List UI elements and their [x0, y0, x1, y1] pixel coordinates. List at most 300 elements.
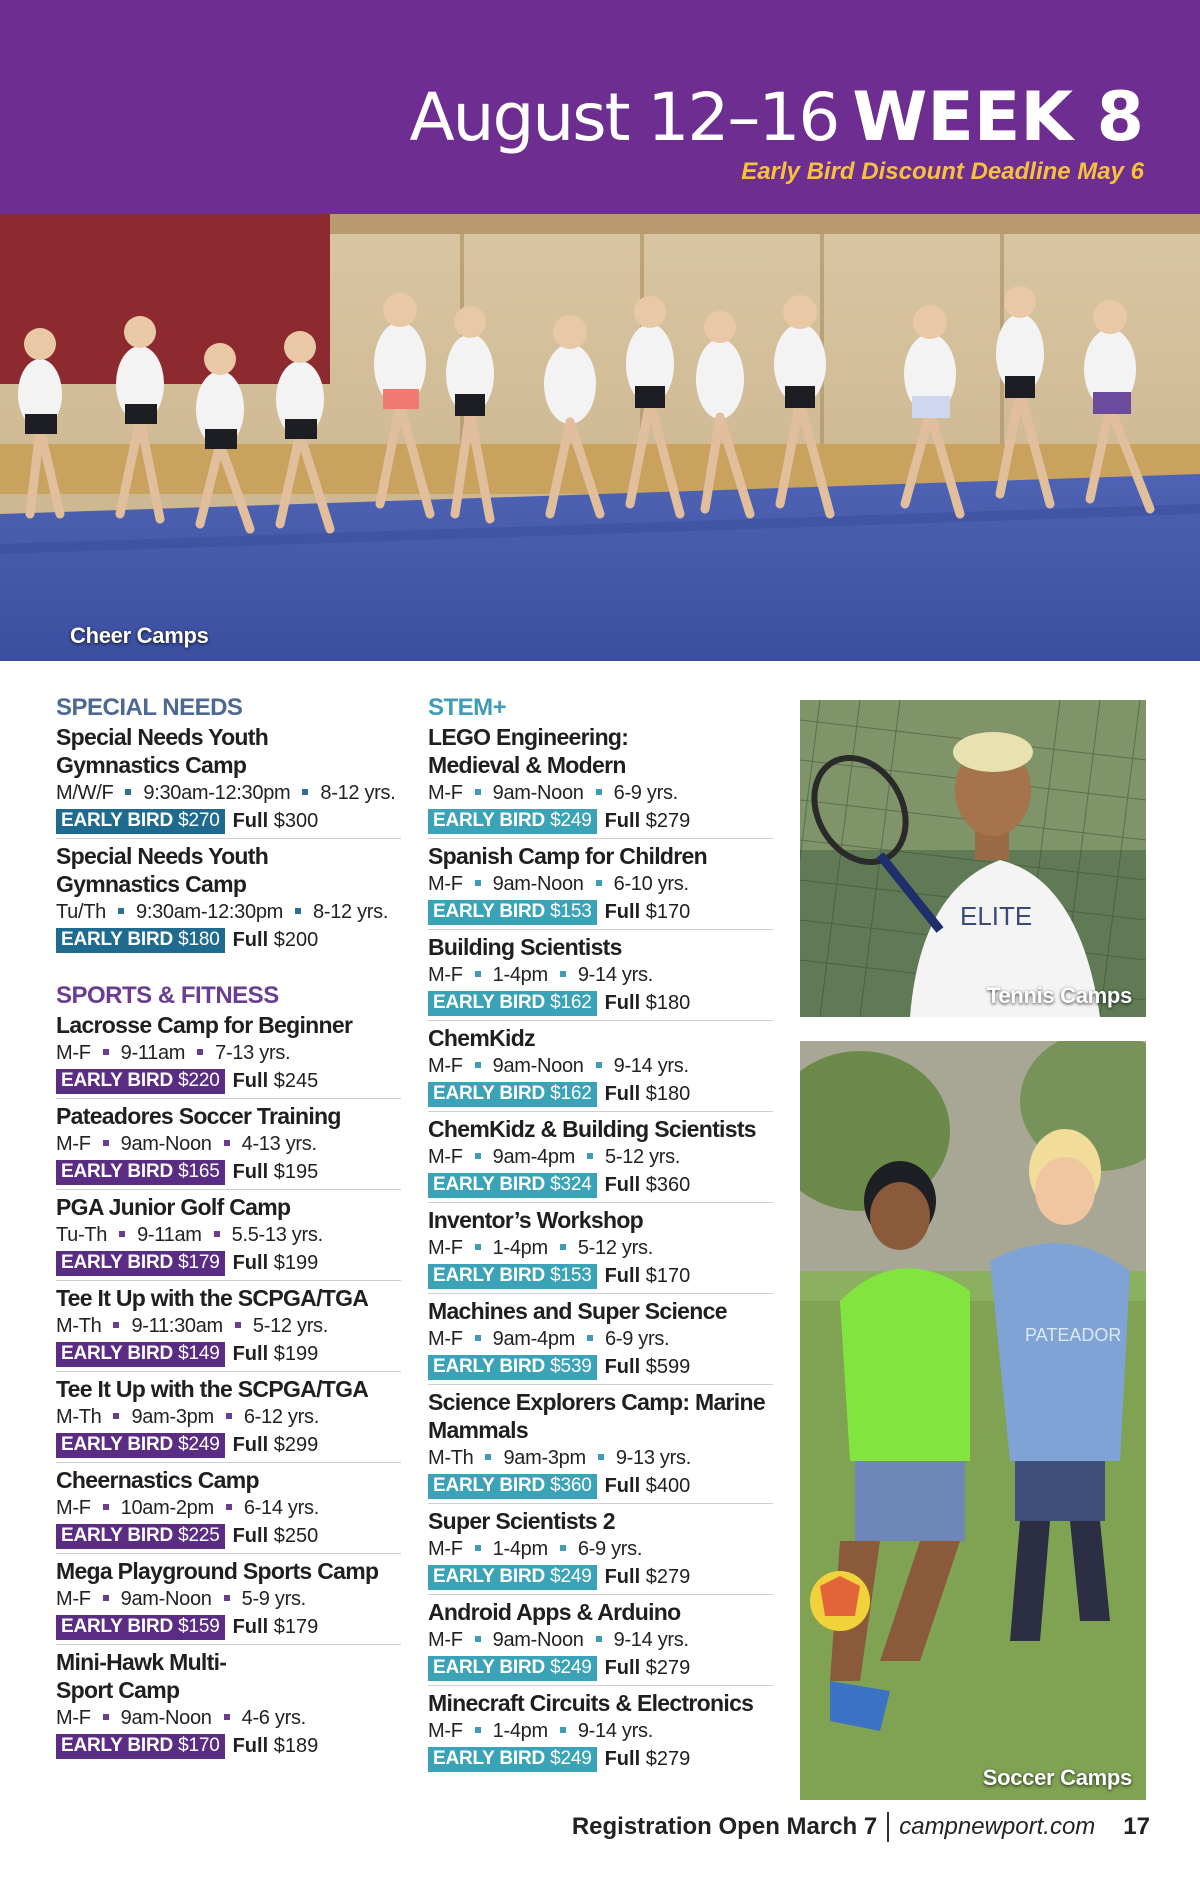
section-title-stem: STEM+	[428, 694, 507, 721]
cheer-camps-caption: Cheer Camps	[70, 623, 209, 648]
camp-time: 9:30am-12:30pm	[136, 901, 284, 923]
camp-days: M-F	[428, 1328, 463, 1350]
bullet-icon	[560, 971, 566, 977]
camp-ages: 6-9 yrs.	[613, 782, 678, 804]
early-bird-label: EARLY BIRD	[433, 1082, 546, 1104]
camp-prices	[56, 1340, 401, 1368]
camp-schedule	[428, 1444, 773, 1472]
bullet-icon	[214, 1231, 220, 1237]
early-bird-badge	[428, 1264, 597, 1289]
camp-ages: 8-12 yrs.	[313, 901, 389, 923]
early-bird-label: EARLY BIRD	[61, 1069, 174, 1091]
bullet-icon	[475, 1335, 481, 1341]
camp-prices	[428, 1353, 773, 1381]
full-price	[233, 1161, 319, 1184]
camp-time: 9-11am	[137, 1224, 202, 1246]
camp-time: 1-4pm	[492, 1538, 548, 1560]
early-bird-price: $153	[550, 1264, 592, 1286]
camp-days: M-F	[428, 1538, 463, 1560]
bullet-icon	[475, 971, 481, 977]
bullet-icon	[103, 1714, 109, 1720]
camp-time: 9am-Noon	[492, 1629, 584, 1651]
camp-prices	[428, 1563, 773, 1591]
camp-name: Super Scientists 2	[428, 1508, 615, 1534]
bullet-icon	[113, 1413, 119, 1419]
camp-ages: 5-12 yrs.	[605, 1146, 681, 1168]
full-price	[233, 810, 319, 833]
camp-listing	[56, 1284, 401, 1372]
early-bird-label: EARLY BIRD	[61, 1160, 174, 1182]
early-bird-price: $270	[178, 809, 220, 831]
early-bird-deadline: Early Bird Discount Deadline May 6	[741, 158, 1144, 185]
full-price	[233, 1434, 319, 1457]
camp-days: M-F	[428, 1055, 463, 1077]
camp-listing	[428, 842, 773, 930]
early-bird-price: $249	[550, 1565, 592, 1587]
bullet-icon	[103, 1595, 109, 1601]
bullet-icon	[598, 1454, 604, 1460]
early-bird-badge	[56, 928, 225, 953]
camp-ages: 5-9 yrs.	[241, 1588, 306, 1610]
bullet-icon	[103, 1140, 109, 1146]
registration-notice: Registration Open March 7	[571, 1813, 878, 1840]
full-price	[605, 1356, 691, 1379]
bullet-icon	[596, 789, 602, 795]
full-price-value: $250	[273, 1524, 319, 1547]
early-bird-price: $324	[550, 1173, 592, 1195]
full-price	[233, 1070, 319, 1093]
full-label: Full	[232, 1069, 269, 1092]
full-price	[605, 810, 691, 833]
website-link[interactable]: campnewport.com	[899, 1813, 1096, 1840]
camp-schedule	[56, 1221, 401, 1249]
bullet-icon	[125, 789, 131, 795]
full-price	[605, 1174, 691, 1197]
week-number: WEEK 8	[852, 78, 1144, 157]
camp-name: Pateadores Soccer Training	[56, 1103, 341, 1129]
camp-schedule	[56, 779, 401, 807]
early-bird-price: $225	[178, 1524, 220, 1546]
early-bird-label: EARLY BIRD	[61, 1342, 174, 1364]
early-bird-badge	[428, 1565, 597, 1590]
section-title-special-needs: SPECIAL NEEDS	[56, 694, 243, 721]
camp-schedule	[428, 870, 773, 898]
middle-column	[428, 693, 773, 1779]
camp-time: 9am-Noon	[120, 1588, 212, 1610]
camp-ages: 9-14 yrs.	[613, 1629, 689, 1651]
camp-name: Spanish Camp for Children	[428, 843, 707, 869]
camp-name: Building Scientists	[428, 934, 622, 960]
camp-time: 9am-4pm	[492, 1328, 576, 1350]
early-bird-badge	[428, 1747, 597, 1772]
camp-listing	[428, 1507, 773, 1595]
full-price-value: $199	[273, 1342, 319, 1365]
camp-name: Tee It Up with the SCPGA/TGA	[56, 1285, 369, 1311]
early-bird-badge	[428, 900, 597, 925]
tennis-camps-caption: Tennis Camps	[986, 983, 1132, 1008]
early-bird-label: EARLY BIRD	[433, 991, 546, 1013]
camp-time: 9am-Noon	[120, 1133, 212, 1155]
camp-days: M-F	[428, 1146, 463, 1168]
camp-time: 10am-2pm	[120, 1497, 214, 1519]
camp-days: M-F	[428, 1629, 463, 1651]
soccer-camps-photo	[800, 1041, 1146, 1800]
full-price-value: $279	[645, 1656, 691, 1679]
camp-ages: 5-12 yrs.	[577, 1237, 653, 1259]
early-bird-price: $220	[178, 1069, 220, 1091]
full-price	[233, 1343, 319, 1366]
early-bird-badge	[428, 991, 597, 1016]
camp-ages: 6-12 yrs.	[243, 1406, 319, 1428]
bullet-icon	[103, 1504, 109, 1510]
early-bird-price: $360	[550, 1474, 592, 1496]
camp-schedule	[56, 1585, 401, 1613]
camp-time: 1-4pm	[492, 1720, 548, 1742]
early-bird-price: $149	[178, 1342, 220, 1364]
page-number: 17	[1123, 1813, 1150, 1840]
camp-days: M-Th	[56, 1406, 102, 1428]
camp-days: Tu-Th	[56, 1224, 108, 1246]
bullet-icon	[113, 1322, 119, 1328]
camp-schedule	[428, 1234, 773, 1262]
bullet-icon	[197, 1049, 203, 1055]
camp-name: LEGO Engineering: Medieval & Modern	[428, 724, 629, 778]
camp-name: Lacrosse Camp for Beginner	[56, 1012, 353, 1038]
camp-schedule	[428, 1626, 773, 1654]
camp-name: Tee It Up with the SCPGA/TGA	[56, 1376, 369, 1402]
camp-time: 9am-3pm	[503, 1447, 586, 1469]
bullet-icon	[475, 1244, 481, 1250]
full-price	[233, 1735, 319, 1758]
early-bird-label: EARLY BIRD	[433, 809, 546, 831]
week-dates: August 12–16	[409, 79, 839, 156]
camp-schedule	[428, 961, 773, 989]
early-bird-price: $162	[550, 991, 592, 1013]
camp-ages: 9-13 yrs.	[615, 1447, 691, 1469]
full-price-value: $299	[273, 1433, 319, 1456]
camp-days: M-F	[56, 1588, 91, 1610]
full-price-value: $360	[645, 1173, 691, 1196]
camp-listing	[56, 1102, 401, 1190]
camp-listing	[428, 1388, 773, 1504]
full-price	[233, 1525, 319, 1548]
bullet-icon	[475, 880, 481, 886]
camp-name: ChemKidz	[428, 1025, 535, 1051]
early-bird-label: EARLY BIRD	[433, 900, 546, 922]
full-label: Full	[232, 1342, 269, 1365]
camp-schedule	[56, 1704, 401, 1732]
full-price-value: $180	[645, 991, 691, 1014]
camp-listing	[56, 1466, 401, 1554]
early-bird-price: $170	[178, 1734, 220, 1756]
early-bird-badge	[428, 1656, 597, 1681]
camp-prices	[56, 926, 401, 954]
camp-ages: 9-14 yrs.	[577, 1720, 653, 1742]
camp-prices	[428, 989, 773, 1017]
bullet-icon	[475, 1062, 481, 1068]
full-label: Full	[232, 1160, 269, 1183]
camp-days: M-Th	[56, 1315, 102, 1337]
full-price	[233, 1616, 319, 1639]
early-bird-badge	[56, 1069, 225, 1094]
full-label: Full	[604, 991, 641, 1014]
bullet-icon	[560, 1244, 566, 1250]
early-bird-label: EARLY BIRD	[61, 1734, 174, 1756]
camp-ages: 4-6 yrs.	[241, 1707, 306, 1729]
full-price-value: $189	[273, 1734, 319, 1757]
camp-listing	[56, 1375, 401, 1463]
camp-time: 9am-Noon	[492, 1055, 584, 1077]
bullet-icon	[119, 1231, 125, 1237]
early-bird-label: EARLY BIRD	[61, 1433, 174, 1455]
camp-name: Cheernastics Camp	[56, 1467, 259, 1493]
bullet-icon	[596, 880, 602, 886]
early-bird-price: $539	[550, 1355, 592, 1377]
camp-prices	[428, 1472, 773, 1500]
bullet-icon	[560, 1727, 566, 1733]
full-price-value: $599	[645, 1355, 691, 1378]
camp-schedule	[56, 898, 401, 926]
camp-name: Mini-Hawk Multi-Sport Camp	[56, 1649, 227, 1703]
bullet-icon	[475, 1153, 481, 1159]
camp-prices	[56, 1249, 401, 1277]
bullet-icon	[475, 1636, 481, 1642]
camp-ages: 6-10 yrs.	[613, 873, 689, 895]
full-price-value: $195	[273, 1160, 319, 1183]
full-price-value: $400	[645, 1474, 691, 1497]
full-price	[605, 1748, 691, 1771]
bullet-icon	[560, 1545, 566, 1551]
camp-days: Tu/Th	[56, 901, 106, 923]
camp-name: Science Explorers Camp: Marine Mammals	[428, 1389, 765, 1443]
camp-listing	[56, 1648, 401, 1763]
camp-days: M/W/F	[56, 782, 114, 804]
week-title	[409, 78, 1144, 157]
early-bird-badge	[56, 1524, 225, 1549]
early-bird-label: EARLY BIRD	[61, 928, 174, 950]
early-bird-price: $179	[178, 1251, 220, 1273]
full-price-value: $279	[645, 809, 691, 832]
camp-name: Minecraft Circuits & Electronics	[428, 1690, 754, 1716]
camp-ages: 6-14 yrs.	[243, 1497, 319, 1519]
bullet-icon	[475, 1727, 481, 1733]
full-price	[605, 992, 691, 1015]
camp-name: Mega Playground Sports Camp	[56, 1558, 379, 1584]
full-label: Full	[604, 1355, 641, 1378]
camp-listing	[428, 933, 773, 1021]
bullet-icon	[587, 1335, 593, 1341]
early-bird-badge	[56, 1251, 225, 1276]
camp-days: M-F	[428, 1237, 463, 1259]
bullet-icon	[235, 1322, 241, 1328]
full-price-value: $200	[273, 928, 319, 951]
bullet-icon	[103, 1049, 109, 1055]
left-column	[56, 693, 401, 1766]
full-price-value: $279	[645, 1747, 691, 1770]
camp-name: Special Needs Youth Gymnastics Camp	[56, 724, 269, 778]
early-bird-badge	[56, 809, 225, 834]
early-bird-badge	[428, 1082, 597, 1107]
camp-schedule	[428, 1535, 773, 1563]
camp-listing	[428, 1115, 773, 1203]
bullet-icon	[226, 1413, 232, 1419]
early-bird-price: $159	[178, 1615, 220, 1637]
camp-schedule	[428, 1717, 773, 1745]
camp-schedule	[428, 1143, 773, 1171]
svg-text:PATEADOR: PATEADOR	[1025, 1325, 1122, 1345]
camp-prices	[56, 807, 401, 835]
full-label: Full	[604, 1173, 641, 1196]
camp-name: Inventor’s Workshop	[428, 1207, 644, 1233]
full-label: Full	[232, 809, 269, 832]
camp-prices	[56, 1158, 401, 1186]
camp-time: 9am-Noon	[492, 782, 584, 804]
camp-prices	[428, 898, 773, 926]
camp-prices	[56, 1431, 401, 1459]
early-bird-label: EARLY BIRD	[433, 1173, 546, 1195]
camp-time: 1-4pm	[492, 1237, 548, 1259]
early-bird-badge	[56, 1734, 225, 1759]
early-bird-label: EARLY BIRD	[433, 1355, 546, 1377]
camp-listing	[56, 723, 401, 839]
early-bird-label: EARLY BIRD	[61, 809, 174, 831]
camp-days: M-F	[56, 1707, 91, 1729]
camp-time: 9-11:30am	[131, 1315, 223, 1337]
early-bird-price: $249	[550, 1656, 592, 1678]
camp-days: M-F	[56, 1133, 91, 1155]
bullet-icon	[224, 1714, 230, 1720]
bullet-icon	[224, 1140, 230, 1146]
early-bird-label: EARLY BIRD	[433, 1747, 546, 1769]
camp-time: 9am-Noon	[120, 1707, 212, 1729]
early-bird-label: EARLY BIRD	[433, 1474, 546, 1496]
camp-days: M-Th	[428, 1447, 474, 1469]
camp-schedule	[56, 1130, 401, 1158]
camp-ages: 5-12 yrs.	[252, 1315, 329, 1337]
early-bird-price: $249	[178, 1433, 220, 1455]
full-price	[605, 1657, 691, 1680]
full-price	[233, 929, 319, 952]
camp-prices	[56, 1613, 401, 1641]
camp-prices	[428, 1654, 773, 1682]
early-bird-badge	[428, 1355, 597, 1380]
camp-name: PGA Junior Golf Camp	[56, 1194, 291, 1220]
camp-schedule	[56, 1312, 401, 1340]
camp-prices	[56, 1732, 401, 1760]
camp-prices	[428, 1745, 773, 1773]
camp-days: M-F	[428, 782, 463, 804]
full-price-value: $170	[645, 900, 691, 923]
full-label: Full	[232, 1251, 269, 1274]
camp-days: M-F	[428, 964, 463, 986]
full-label: Full	[232, 1734, 269, 1757]
camp-days: M-F	[56, 1042, 91, 1064]
camp-ages: 8-12 yrs.	[320, 782, 396, 804]
camp-ages: 4-13 yrs.	[241, 1133, 317, 1155]
bullet-icon	[596, 1062, 602, 1068]
footer-divider	[887, 1812, 889, 1842]
camp-ages: 6-9 yrs.	[605, 1328, 670, 1350]
early-bird-badge	[56, 1433, 225, 1458]
camp-listing	[56, 1011, 401, 1099]
camp-listing	[428, 1024, 773, 1112]
bullet-icon	[475, 789, 481, 795]
camp-prices	[56, 1522, 401, 1550]
early-bird-price: $162	[550, 1082, 592, 1104]
early-bird-badge	[56, 1160, 225, 1185]
early-bird-label: EARLY BIRD	[61, 1615, 174, 1637]
camp-prices	[56, 1067, 401, 1095]
early-bird-price: $249	[550, 809, 592, 831]
early-bird-price: $249	[550, 1747, 592, 1769]
soccer-camps-caption: Soccer Camps	[982, 1765, 1132, 1790]
camp-time: 1-4pm	[492, 964, 548, 986]
full-price	[605, 1566, 691, 1589]
full-price-value: $199	[273, 1251, 319, 1274]
bullet-icon	[485, 1454, 491, 1460]
full-label: Full	[604, 900, 641, 923]
full-label: Full	[604, 1565, 641, 1588]
full-label: Full	[232, 1524, 269, 1547]
full-label: Full	[604, 1474, 641, 1497]
camp-listing	[56, 842, 401, 957]
early-bird-label: EARLY BIRD	[433, 1565, 546, 1587]
full-label: Full	[232, 1615, 269, 1638]
bullet-icon	[302, 789, 308, 795]
camp-prices	[428, 1262, 773, 1290]
early-bird-badge	[56, 1342, 225, 1367]
camp-days: M-F	[56, 1497, 91, 1519]
full-price	[605, 1265, 691, 1288]
full-price	[605, 1083, 691, 1106]
full-label: Full	[232, 928, 269, 951]
camp-prices	[428, 1080, 773, 1108]
bullet-icon	[475, 1545, 481, 1551]
early-bird-label: EARLY BIRD	[433, 1656, 546, 1678]
bullet-icon	[587, 1153, 593, 1159]
camp-schedule	[428, 1052, 773, 1080]
full-label: Full	[604, 1656, 641, 1679]
camp-prices	[428, 1171, 773, 1199]
early-bird-badge	[428, 1173, 597, 1198]
cheer-camps-photo	[0, 214, 1200, 661]
early-bird-price: $153	[550, 900, 592, 922]
full-label: Full	[604, 1082, 641, 1105]
full-price-value: $170	[645, 1264, 691, 1287]
camp-ages: 5.5-13 yrs.	[231, 1224, 323, 1246]
bullet-icon	[226, 1504, 232, 1510]
full-price	[233, 1252, 319, 1275]
camp-schedule	[56, 1403, 401, 1431]
early-bird-badge	[428, 1474, 597, 1499]
week-header	[0, 0, 1200, 214]
early-bird-badge	[428, 809, 597, 834]
camp-time: 9:30am-12:30pm	[143, 782, 291, 804]
early-bird-price: $180	[178, 928, 220, 950]
camp-time: 9-11am	[120, 1042, 186, 1064]
camp-prices	[428, 807, 773, 835]
bullet-icon	[118, 908, 124, 914]
camp-schedule	[56, 1039, 401, 1067]
camp-listing	[428, 1206, 773, 1294]
camp-time: 9am-4pm	[492, 1146, 576, 1168]
camp-ages: 9-14 yrs.	[577, 964, 653, 986]
full-price-value: $179	[273, 1615, 319, 1638]
early-bird-label: EARLY BIRD	[61, 1251, 174, 1273]
early-bird-badge	[56, 1615, 225, 1640]
camp-ages: 7-13 yrs.	[215, 1042, 291, 1064]
early-bird-price: $165	[178, 1160, 220, 1182]
